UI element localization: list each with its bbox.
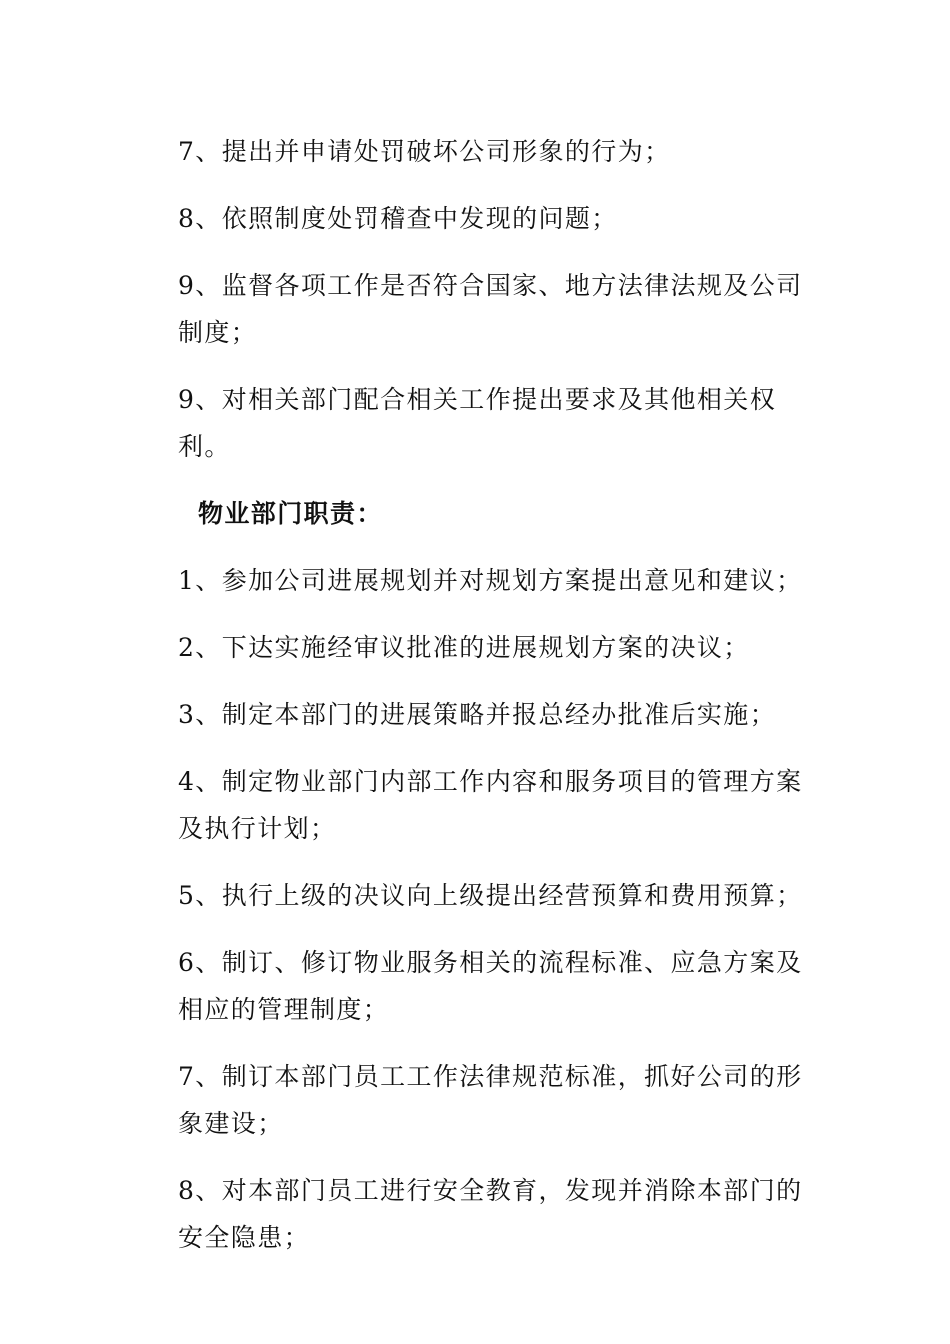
list-item: 8、对本部门员工进行安全教育，发现并消除本部门的安全隐患； [178, 1176, 803, 1252]
list-item: 7、制订本部门员工工作法律规范标准，抓好公司的形象建设； [178, 1062, 803, 1138]
list-item: 6、制订、修订物业服务相关的流程标准、应急方案及相应的管理制度； [178, 948, 803, 1024]
list-item: 2、下达实施经审议批准的进展规划方案的决议； [178, 633, 750, 662]
list-item: 4、制定物业部门内部工作内容和服务项目的管理方案及执行计划； [178, 767, 803, 843]
list-item: 8、依照制度处罚稽查中发现的问题； [178, 204, 618, 233]
list-item: 5、执行上级的决议向上级提出经营预算和费用预算； [178, 881, 803, 910]
document-body [178, 128, 818, 1281]
list-item: 7、提出并申请处罚破坏公司形象的行为； [178, 137, 671, 166]
list-item: 3、制定本部门的进展策略并报总经办批准后实施； [178, 700, 777, 729]
section-heading: 物业部门职责： [198, 499, 383, 528]
list-item: 1、参加公司进展规划并对规划方案提出意见和建议； [178, 566, 803, 595]
list-item: 9、对相关部门配合相关工作提出要求及其他相关权利。 [178, 385, 777, 461]
list-item: 9、监督各项工作是否符合国家、地方法律法规及公司制度； [178, 271, 803, 347]
